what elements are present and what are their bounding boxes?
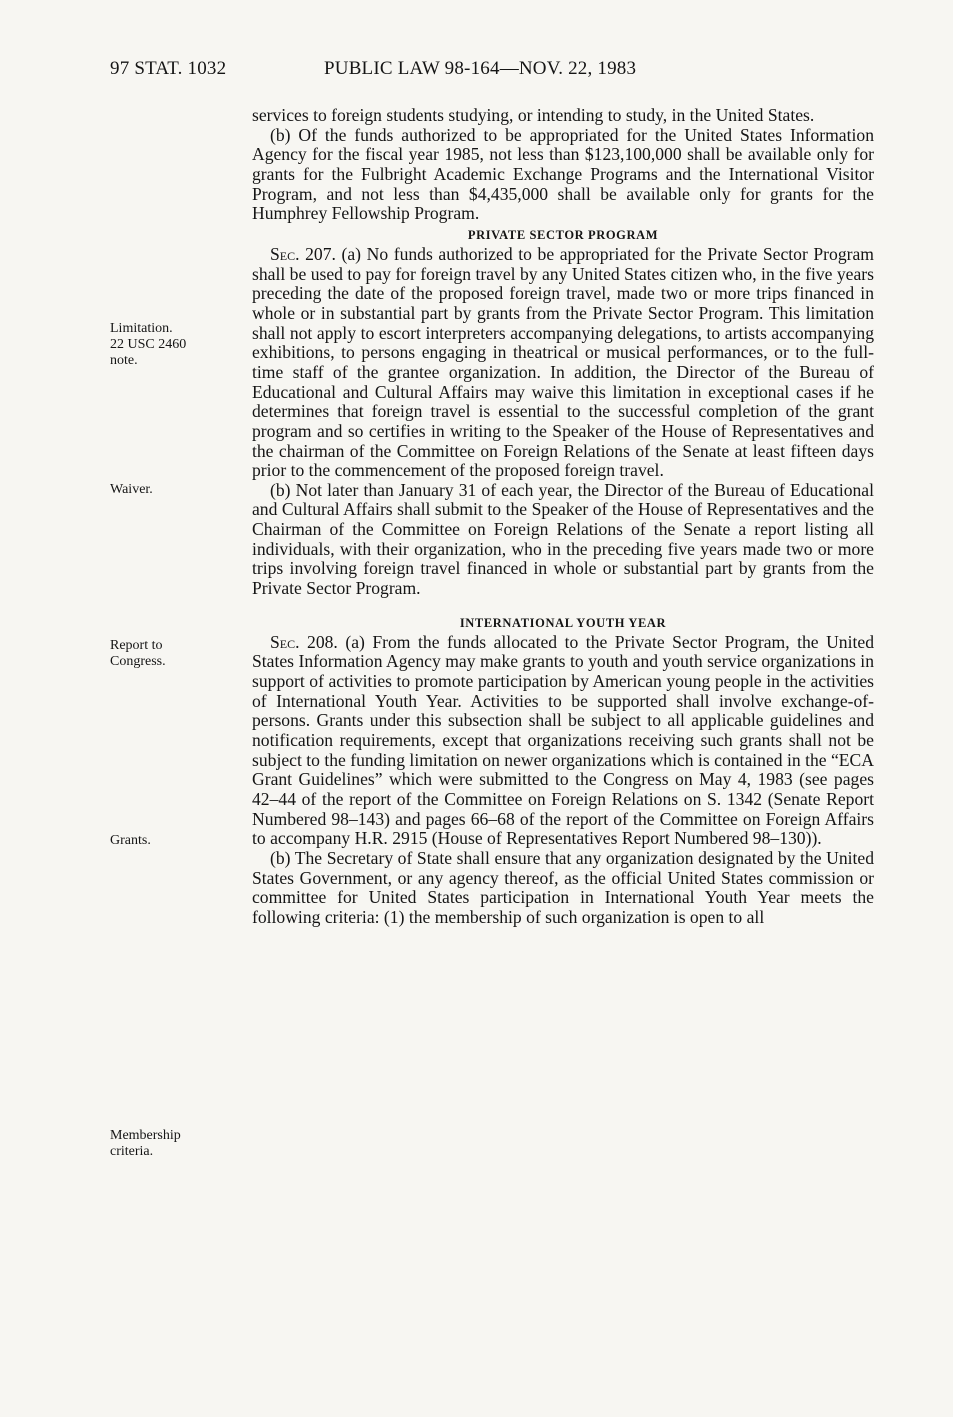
section-text: (a) From the funds allocated to the Private Sector Program, the United States Information Agency may make grants to youth and youth service organizations in support of activities to promote participation by American young people in the activities of International Youth Year. Activities to be supported shall involve exchange-of-persons. Grants under this subsection shall be subject to all applicable guidelines and notification requirements, except that organizations receiving such grants shall not be subject to the funding limitation on newer organizations which is contained in the “ECA Grant Guidelines” which were submitted to the Congress on May 4, 1983 (see pages 42–44 of the report of the Committee on Foreign Relations on S. 1342 (Senate Report Numbered 98–143) and pages 66–68 of the report of the Committee on Foreign Affairs to accompany H.R. 2915 (House of Representatives Report Numbered 98–130)). — [252, 631, 874, 849]
body-text — [252, 106, 874, 928]
margin-note-limitation — [110, 321, 230, 369]
margin-note-line: Report to — [110, 638, 163, 653]
margin-note-line: 22 USC 2460 — [110, 337, 187, 352]
margin-note-line: Congress. — [110, 654, 166, 669]
paragraph-intro: services to foreign students studying, or intending to study, in the United States. — [252, 105, 815, 125]
margin-note-line: criteria. — [110, 1144, 154, 1159]
margin-note-report — [110, 638, 230, 670]
margin-note-line: Membership — [110, 1128, 181, 1143]
heading-private-sector-program: PRIVATE SECTOR PROGRAM — [467, 227, 659, 242]
section-label: Sec. 208. — [270, 631, 338, 652]
paragraph-subsection-b-report: (b) Not later than January 31 of each year, the Director of the Bureau of Educational and Cultural Affairs shall submit to the Speaker of the House of Representatives and the Chairman of the Committee on Foreign Relations of the Senate a report listing all individuals, with their organization, who in the preceding five years made two or more trips involving foreign travel financed in whole or substantial part by grants from the Private Sector Program. — [252, 479, 874, 599]
section-text: (a) No funds authorized to be appropriated for the Private Sector Program shall be used to pay for foreign travel by any United States citizen who, in the five years preceding the date of the proposed foreign travel, made two or more trips financed in whole or in substantial part by grants from the Private Sector Program. This limitation shall not apply to escort interpreters accompanying delegations, to artists accompanying exhibitions, to persons engaging in theatrical or musical performances, or to the full-time staff of the grantee organization. In addition, the Director of the Bureau of Educational and Cultural Affairs may waive this limitation in exceptional cases if he determines that foreign travel is essential to the successful completion of the grant program and so certifies in writing to the Speaker of the House of Representatives and the chairman of the Committee on Foreign Relations of the Senate at least fifteen days prior to the commencement of the proposed foreign travel. — [252, 243, 874, 481]
margin-note-line: Grants. — [110, 833, 151, 848]
margin-note-membership — [110, 1128, 230, 1160]
heading-international-youth-year: INTERNATIONAL YOUTH YEAR — [459, 615, 667, 630]
paragraph-sec-208 — [252, 633, 874, 849]
margin-note-line: Limitation. — [110, 321, 173, 336]
margin-note-line: note. — [110, 353, 138, 368]
margin-note-grants — [110, 833, 230, 849]
margin-note-line: Waiver. — [110, 482, 153, 497]
public-law-citation: PUBLIC LAW 98-164—NOV. 22, 1983 — [324, 58, 637, 79]
paragraph-subsection-b-membership: (b) The Secretary of State shall ensure that any organization designated by the United States Government, or any agency thereof, as the official United States commission or committee for United States participation in International Youth Year meets the following criteria: (1) the membership of such organization is open to all — [252, 847, 874, 927]
section-label: Sec. 207. — [270, 243, 336, 264]
statute-page-number: 97 STAT. 1032 — [110, 58, 227, 79]
margin-note-waiver — [110, 482, 230, 498]
paragraph-subsection-b-funds: (b) Of the funds authorized to be appropriated for the United States Information Agency for the fiscal year 1985, not less than $123,100,000 shall be available only for grants for the Fulbright Academic Exchange Programs and the International Visitor Program, and not less than $4,435,000 shall be available only for grants for the Humphrey Fellowship Program. — [252, 124, 874, 224]
paragraph-sec-207 — [252, 245, 874, 481]
